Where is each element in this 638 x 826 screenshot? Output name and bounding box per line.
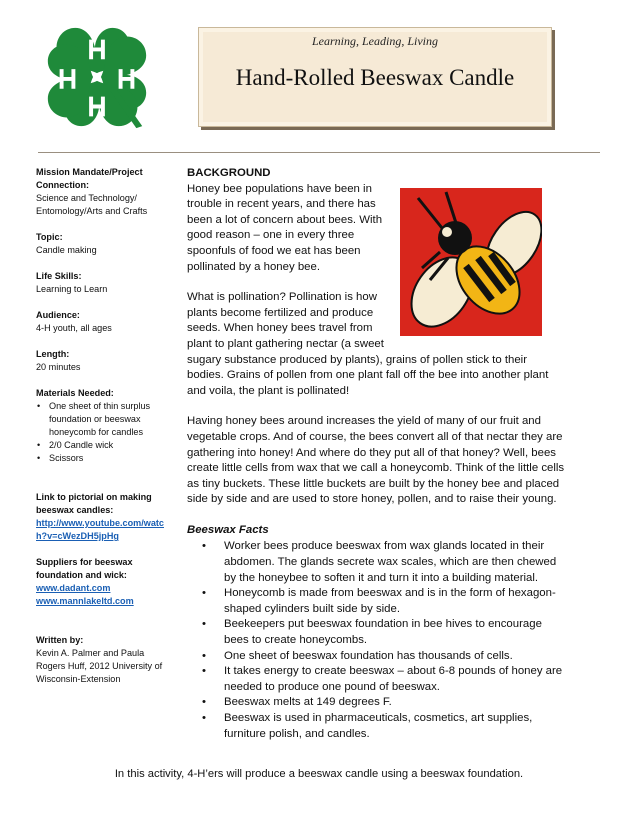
written-by-value: Kevin A. Palmer and Paula Rogers Huff, 2012 University of Wisconsin-Extension (36, 648, 163, 684)
footer-text: In this activity, 4-H’ers will produce a beeswax candle using a beeswax foundation. (114, 768, 524, 780)
mission-label: Mission Mandate/Project Connection: (36, 167, 143, 190)
materials-list (36, 400, 173, 465)
suppliers-label: Suppliers for beeswax foundation and wick: (36, 557, 133, 580)
header-banner (198, 27, 552, 127)
list-item: • Scissors (49, 452, 173, 465)
topic-label: Topic: (36, 232, 63, 242)
background-paragraph-3: Having honey bees around increases the yield of many of our fruit and vegetable crops. And of course, the bees convert all of that nectar they are gathering into honey! And where do they put all of that honey? Well, bees create little cells from wax that we call a honeycomb. Think of the little cells as tiny buckets. These little buckets are built by the honey bee and placed side by side and are used to store honey, pollen, and to raise their young. (187, 415, 565, 506)
list-item: • Beeswax is used in pharmaceuticals, cosmetics, art supplies, furniture polish, and candles. (187, 711, 565, 742)
pictorial-link[interactable]: http://www.youtube.com/watch?v=cWezDH5jpHg (36, 518, 164, 541)
list-item: • 2/0 Candle wick (49, 439, 173, 452)
list-item: • One sheet of thin surplus foundation or beeswax honeycomb for candles (49, 400, 173, 439)
written-by-label: Written by: (36, 635, 84, 645)
topic-value: Candle making (36, 245, 97, 255)
facts-heading: Beeswax Facts (187, 523, 269, 536)
supplier-link-mannlake[interactable]: www.mannlakeltd.com (36, 596, 134, 606)
background-paragraph-2a: What is pollination? Pollination is how plants become fertilized and produce seeds. When honey bees travel from plant to plant gathering nectar (a sweet (187, 291, 384, 350)
supplier-link-dadant[interactable]: www.dadant.com (36, 583, 111, 593)
audience-label: Audience: (36, 310, 80, 320)
materials-label: Materials Needed: (36, 388, 114, 398)
background-paragraph-2b: sugary substance produced by plants), grains of pollen stick to their bodies. Grains of pollen from one plant fall off the bee into another plant and voila, the plant is pollinated! (187, 353, 549, 397)
list-item: • Beeswax melts at 149 degrees F. (187, 695, 565, 711)
list-item: • Beekeepers put beeswax foundation in bee hives to encourage bees to create honeycombs. (187, 617, 565, 648)
audience-value: 4-H youth, all ages (36, 323, 112, 333)
page-title: Hand-Rolled Beeswax Candle (235, 65, 515, 90)
list-item: • Worker bees produce beeswax from wax glands located in their abdomen. The glands secrete wax scales, which are then chewed by the honeybee to soften it and turn it into a building material. (187, 539, 565, 586)
length-label: Length: (36, 349, 70, 359)
list-item: • One sheet of beeswax foundation has thousands of cells. (187, 649, 565, 665)
sidebar (36, 166, 173, 699)
pictorial-label: Link to pictorial on making beeswax candles: (36, 492, 152, 515)
background-heading: BACKGROUND (187, 167, 271, 179)
four-h-clover-icon (38, 18, 156, 136)
header-subtitle: Learning, Leading, Living (311, 34, 438, 48)
length-value: 20 minutes (36, 362, 81, 372)
list-item: • It takes energy to create beeswax – about 6-8 pounds of honey are needed to produce one pound of beeswax. (187, 664, 565, 695)
life-skills-label: Life Skills: (36, 271, 82, 281)
list-item: • Honeycomb is made from beeswax and is in the form of hexagon-shaped cylinders built side by side. (187, 586, 565, 617)
facts-list (187, 539, 565, 742)
life-skills-value: Learning to Learn (36, 284, 108, 294)
background-paragraph-1: Honey bee populations have been in trouble in recent years, and there has been a lot of concern about bees. With good reason – one in every three spoonfuls of food we eat has been pollinated by a honey bee. (187, 182, 383, 273)
main-content (187, 166, 565, 742)
header-divider (38, 152, 600, 153)
mission-value: Science and Technology/ Entomology/Arts and Crafts (36, 193, 148, 216)
